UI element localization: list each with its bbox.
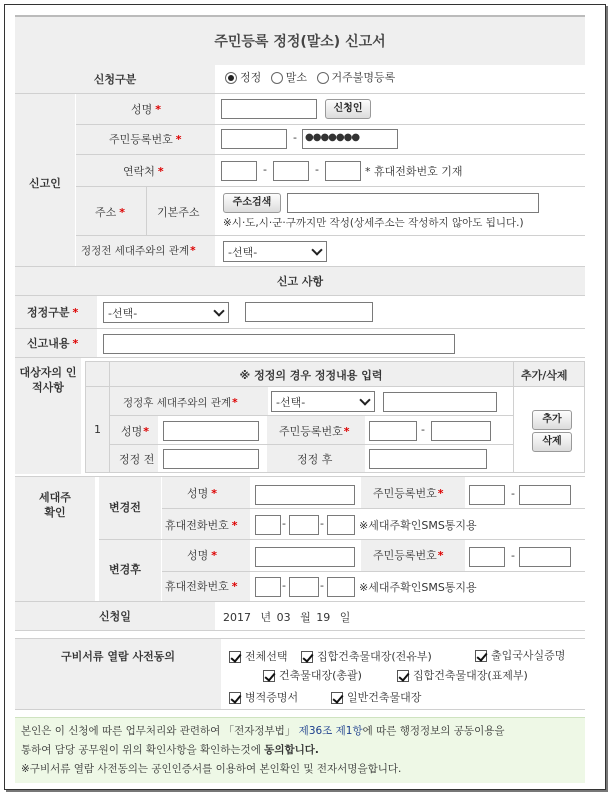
content-label: 신고내용 *: [27, 337, 79, 350]
target-row-number: 1: [94, 423, 101, 436]
household-before-phone1-input[interactable]: [255, 515, 281, 535]
phone-sep-2: -: [315, 163, 319, 176]
household-before-label: 변경전: [109, 501, 141, 514]
target-rrn-sep: -: [421, 423, 425, 436]
household-before-phone2-input[interactable]: [289, 515, 319, 535]
household-after-rrn-label: 주민등록번호*: [373, 549, 444, 562]
relation-after-select[interactable]: -선택-: [271, 391, 375, 412]
after-input[interactable]: [369, 449, 487, 469]
checkbox-checked-icon: [475, 650, 487, 662]
chevron-down-icon: [359, 394, 370, 405]
chevron-down-icon: [213, 305, 224, 316]
address-label: 주소 *: [95, 206, 126, 219]
checkbox-checked-icon: [397, 670, 409, 682]
rrn-label: 주민등록번호 *: [109, 133, 182, 146]
checkbox-checked-icon: [229, 692, 241, 704]
date-month: 03: [276, 611, 291, 624]
applicant-rrn-back-input[interactable]: ●●●●●●●: [302, 129, 398, 149]
request-type-label: 신청구분: [93, 73, 137, 86]
consent-line2: 통하여 담당 공무원이 위의 확인사항을 확인하는것에 동의합니다.: [21, 744, 319, 756]
target-rrn-label: 주민등록번호*: [279, 425, 350, 438]
doc-check-collective-unit[interactable]: 집합건축물대장(전유부): [301, 648, 432, 664]
contact-note: * 휴대전화번호 기재: [365, 165, 463, 178]
basic-address-label: 기본주소: [157, 206, 200, 219]
household-after-name-label: 성명 *: [187, 549, 218, 562]
applicant-section-label: 신고인: [29, 177, 61, 190]
target-table-header-label: ※ 정정의 경우 정정내용 입력: [239, 369, 383, 382]
household-after-rrn-back-input[interactable]: [519, 547, 571, 567]
household-before-phone-label: 휴대전화번호 *: [165, 519, 238, 532]
phone-part3-input[interactable]: [325, 161, 361, 181]
relation-select[interactable]: -선택-: [223, 241, 327, 262]
date-year: 2017: [223, 611, 251, 624]
address-note: ※시·도,시·군·구까지만 작성(상세주소는 작성하지 않아도 됩니다.): [223, 217, 524, 229]
household-before-rrn-back-input[interactable]: [519, 485, 571, 505]
household-after-phone-label: 휴대전화번호 *: [165, 580, 238, 593]
after-label: 정정 후: [297, 453, 333, 466]
date-label: 신청일: [99, 610, 131, 623]
household-before-sms-note: ※세대주확인SMS통지용: [359, 519, 477, 532]
household-before-rrn-label: 주민등록번호*: [373, 487, 444, 500]
correction-type-select[interactable]: -선택-: [103, 302, 229, 323]
target-rrn-back-input[interactable]: [431, 421, 491, 441]
target-rrn-front-input[interactable]: [369, 421, 417, 441]
radio-cancel-label: 말소: [285, 71, 308, 84]
household-before-phone-sep1: -: [282, 517, 286, 530]
report-section-label: 신고 사항: [276, 275, 324, 288]
chevron-down-icon: [311, 244, 322, 255]
correction-type-label: 정정구분 *: [27, 306, 79, 319]
phone-sep-1: -: [263, 163, 267, 176]
household-after-label: 변경후: [109, 563, 141, 576]
relation-after-detail-input[interactable]: [383, 392, 497, 412]
radio-unknown-residence-label: 거주불명등록: [331, 71, 396, 84]
relation-after-label: 정정후 세대주와의 관계*: [123, 397, 238, 409]
household-before-rrn-sep: -: [511, 487, 515, 500]
applicant-name-input[interactable]: [221, 99, 317, 119]
checkbox-checked-icon: [263, 670, 275, 682]
form-window: [4, 4, 606, 790]
date-value: 2017 년 03 월 19 일: [223, 611, 351, 624]
form-title: 주민등록 정정(말소) 신고서: [214, 34, 386, 50]
report-content-input[interactable]: [103, 334, 455, 354]
contact-label: 연락처 *: [123, 165, 164, 178]
date-day: 19: [316, 611, 331, 624]
household-before-rrn-front-input[interactable]: [469, 485, 505, 505]
law-link[interactable]: 제36조 제1항: [298, 725, 363, 737]
household-after-sms-note: ※세대주확인SMS통지용: [359, 581, 477, 594]
household-after-phone3-input[interactable]: [327, 577, 355, 597]
doc-check-military[interactable]: 병적증명서: [229, 689, 298, 705]
address-search-button[interactable]: 주소검색: [223, 193, 281, 213]
household-after-rrn-front-input[interactable]: [469, 547, 505, 567]
radio-cancel[interactable]: [271, 72, 283, 84]
consent-line3: ※구비서류 열람 사전동의는 공인인증서를 이용하여 본인확인 및 전자서명을합니다.: [21, 763, 402, 775]
before-input[interactable]: [163, 449, 259, 469]
radio-correction-label: 정정: [240, 71, 262, 84]
target-section-label: 대상자의 인적사항: [19, 366, 77, 394]
household-after-phone-sep1: -: [282, 579, 286, 592]
target-name-input[interactable]: [163, 421, 259, 441]
doc-check-collective-title[interactable]: 집합건축물대장(표제부): [397, 667, 528, 683]
household-after-name-input[interactable]: [255, 547, 355, 567]
household-after-rrn-sep: -: [511, 549, 515, 562]
household-before-phone-sep2: -: [320, 517, 324, 530]
name-label: 성명 *: [131, 103, 162, 116]
household-before-name-input[interactable]: [255, 485, 355, 505]
correction-type-detail-input[interactable]: [245, 302, 373, 322]
doc-check-all[interactable]: 전체선택: [229, 648, 288, 664]
household-after-phone1-input[interactable]: [255, 577, 281, 597]
phone-part1-input[interactable]: [221, 161, 257, 181]
household-before-phone3-input[interactable]: [327, 515, 355, 535]
consent-line1: 본인은 이 신청에 따른 업무처리와 관련하여 「전자정부법」 제36조 제1항에 따른 행정정보의 공동이용을: [21, 725, 505, 737]
doc-check-building[interactable]: 일반건축물대장: [331, 689, 421, 705]
applicant-rrn-front-input[interactable]: [221, 129, 287, 149]
doc-check-building-general[interactable]: 건축물대장(총괄): [263, 667, 362, 683]
delete-button[interactable]: 삭제: [532, 432, 572, 452]
add-delete-header: 추가/삭제: [521, 369, 568, 382]
add-button[interactable]: 추가: [532, 410, 572, 430]
target-name-label: 성명*: [121, 425, 150, 438]
phone-part2-input[interactable]: [273, 161, 309, 181]
checkbox-checked-icon: [331, 692, 343, 704]
before-label: 정정 전: [119, 453, 155, 466]
household-before-name-label: 성명 *: [187, 487, 218, 500]
household-after-phone2-input[interactable]: [289, 577, 319, 597]
request-type-options: [225, 69, 395, 85]
doc-check-immigration[interactable]: 출입국사실증명: [225, 647, 587, 683]
radio-unknown-residence[interactable]: [317, 72, 329, 84]
household-after-phone-sep2: -: [320, 579, 324, 592]
household-section-label: 세대주 확인: [39, 491, 71, 519]
relation-label: 정정전 세대주와의 관계*: [81, 245, 196, 257]
applicant-labels-col: [76, 94, 215, 266]
applicant-self-button[interactable]: 신청인: [325, 99, 371, 119]
rrn-separator: -: [293, 131, 297, 144]
documents-label: 구비서류 열람 사전동의: [61, 650, 175, 663]
basic-address-input[interactable]: [287, 193, 539, 213]
radio-correction[interactable]: [225, 72, 237, 84]
